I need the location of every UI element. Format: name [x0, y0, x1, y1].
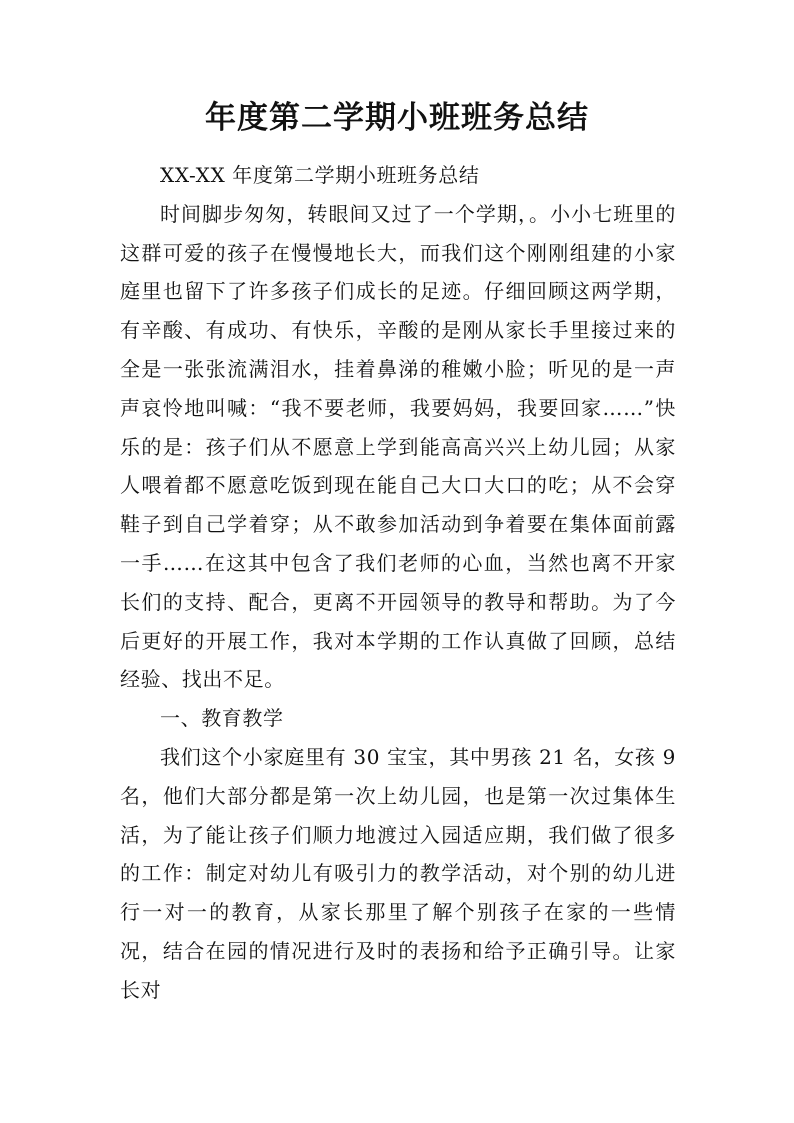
subtitle-paragraph: XX-XX 年度第二学期小班班务总结: [160, 163, 480, 187]
document-title: 年度第二学期小班班务总结: [205, 100, 589, 136]
body-paragraph: 我们这个小家庭里有 30 宝宝，其中男孩 21 名，女孩 9 名，他们大部分都是第一次上幼儿园，也是第一次过集体生活，为了能让孩子们顺力地渡过入园适应期，我们做了很多的工作：制定对幼儿有吸引力的教学活动，对个别的幼儿进行一对一的教育，从家长那里了解个别孩子在家的一些情况，结合在园的情况进行及时的表扬和给予正确引导。让家长对: [120, 744, 676, 1002]
document-body: [120, 156, 676, 1010]
section-heading: 一、教育教学: [160, 706, 284, 731]
intro-paragraph: 时间脚步匆匆，转眼间又过了一个学期，。小小七班里的这群可爱的孩子在慢慢地长大，而我们这个刚刚组建的小家庭里也留下了许多孩子们成长的足迹。仔细回顾这两学期，有辛酸、有成功、有快乐，辛酸的是刚从家长手里接过来的全是一张张流满泪水，挂着鼻涕的稚嫩小脸；听见的是一声声哀怜地叫喊：“我不要老师，我要妈妈，我要回家……”快乐的是：孩子们从不愿意上学到能高高兴兴上幼儿园；从家人喂着都不愿意吃饭到现在能自己大口大口的吃；从不会穿鞋子到自己学着穿；从不敢参加活动到争着要在集体面前露一手……在这其中包含了我们老师的心血，当然也离不开家长们的支持、配合，更离不开园领导的教导和帮助。为了今后更好的开展工作，我对本学期的工作认真做了回顾，总结经验、找出不足。: [120, 201, 676, 692]
